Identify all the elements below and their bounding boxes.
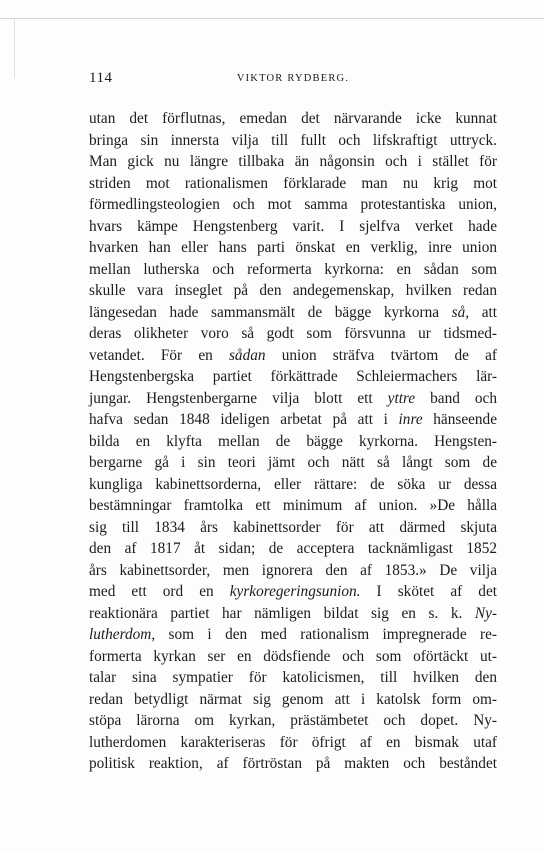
text-segment: längesedan hade sammansmält de bägge kyrkorna <box>89 303 452 321</box>
text-segment: med ett ord en <box>89 583 230 600</box>
text-segment: jungar. Hengstenbergarne vilja blott ett <box>89 389 388 407</box>
text-line <box>89 237 497 259</box>
text-segment: mellan lutherska och reformerta kyrkorna: en sådan som <box>89 260 497 278</box>
text-segment: att <box>469 303 497 321</box>
text-segment: Hengstenbergska partiet förkättrade Schleiermachers lär- <box>89 368 497 385</box>
text-line <box>89 474 497 496</box>
text-segment: bilda en klyfta mellan de bägge kyrkorna. Hengsten- <box>89 432 497 450</box>
text-segment: striden mot rationalismen förklarade man nu krig mot <box>89 174 497 192</box>
text-segment: deras olikheter voro så godt som försvunna ur tidsmed- <box>89 325 497 342</box>
text-line <box>89 624 497 646</box>
italic-text: sådan <box>228 346 266 364</box>
text-segment: hänseende <box>422 411 497 428</box>
text-line <box>89 538 497 560</box>
text-line <box>89 732 497 754</box>
page-number: 114 <box>89 70 113 86</box>
text-segment: formerta kyrkan ser en dödsfiende och som oförtäckt ut- <box>89 647 497 665</box>
text-line <box>89 194 497 216</box>
text-line <box>89 302 497 324</box>
text-line <box>89 710 497 732</box>
text-segment: hafva sedan 1848 ideligen arbetat på att i <box>89 411 399 428</box>
body-text <box>89 108 497 775</box>
text-segment: hvarken han eller hans parti önskat en verklig, inre union <box>89 239 497 256</box>
text-segment: talar sina sympatier för katolicismen, till hvilken den <box>89 669 497 686</box>
text-segment: reaktionära partiet har nämligen bildat sig en s. k. <box>89 604 475 622</box>
text-line <box>89 517 497 539</box>
text-segment: lutherdomen karakteriseras för öfrigt af en bismak utaf <box>89 733 497 751</box>
italic-text: kyrkoregeringsunion. <box>229 583 361 600</box>
page-header <box>89 70 497 90</box>
text-line <box>89 431 497 453</box>
text-line <box>89 667 497 689</box>
text-segment: kungliga kabinettsorderna, eller rättare: de söka ur dessa <box>89 475 497 493</box>
text-segment: I skötet af det <box>360 583 497 600</box>
text-line <box>89 452 497 474</box>
text-segment: union sträfva tvärtom de af <box>265 346 497 364</box>
running-head: VIKTOR RYDBERG. <box>236 73 350 84</box>
text-line <box>89 495 497 517</box>
text-segment: bringa sin innersta vilja till fullt och lifskraftigt uttryck. <box>89 131 497 149</box>
text-segment: band och <box>415 389 497 407</box>
text-segment: bergarne gå i sin teori jämt och nätt så långt som de <box>89 454 497 471</box>
text-line <box>89 280 497 302</box>
scan-edge-left <box>14 18 15 78</box>
italic-text: lutherdom, <box>89 626 156 643</box>
text-segment: som i den med rationalism impregnerade re- <box>155 626 497 643</box>
italic-text: så, <box>451 303 470 321</box>
italic-text: Ny- <box>474 604 497 622</box>
text-line <box>89 388 497 410</box>
scan-edge-top <box>0 18 544 19</box>
italic-text: yttre <box>387 389 416 407</box>
text-line <box>89 173 497 195</box>
text-segment: utan det förflutnas, emedan det närvarande icke kunnat <box>89 110 497 127</box>
text-segment: skulle vara inseglet på den andegemenskap, hvilken redan <box>89 282 497 299</box>
text-segment: vetandet. För en <box>89 346 229 364</box>
text-segment: stöpa lärorna om kyrkan, prästämbetet och dopet. Ny- <box>89 712 497 729</box>
text-line <box>89 560 497 582</box>
text-line <box>89 259 497 281</box>
text-segment: sig till 1834 års kabinettsorder för att därmed skjuta <box>89 518 497 536</box>
text-line <box>89 130 497 152</box>
text-segment: redan betydligt närmat sig genom att i katolsk form om- <box>89 690 497 708</box>
text-segment: politisk reaktion, af förtröstan på makten och beståndet <box>89 755 497 772</box>
text-line <box>89 108 497 130</box>
text-line <box>89 151 497 173</box>
text-line <box>89 581 497 603</box>
text-line <box>89 345 497 367</box>
text-line <box>89 689 497 711</box>
text-segment: Man gick nu längre tillbaka än någonsin och i stället för <box>89 153 497 170</box>
text-line <box>89 646 497 668</box>
text-segment: års kabinettsorder, men ignorera den af 1853.» De vilja <box>89 561 497 579</box>
text-segment: bestämningar framtolka ett minimum af union. »De hålla <box>89 497 497 514</box>
text-line <box>89 753 497 775</box>
text-line <box>89 323 497 345</box>
text-line <box>89 603 497 625</box>
text-segment: hvars kämpe Hengstenberg varit. I sjelfva verket hade <box>89 217 497 235</box>
text-line <box>89 216 497 238</box>
text-segment: förmedlingsteologien och mot samma protestantiska union, <box>89 196 497 213</box>
text-line <box>89 409 497 431</box>
italic-text: inre <box>398 411 423 428</box>
text-segment: den af 1817 åt sidan; de acceptera tacknämligast 1852 <box>89 540 497 557</box>
text-line <box>89 366 497 388</box>
